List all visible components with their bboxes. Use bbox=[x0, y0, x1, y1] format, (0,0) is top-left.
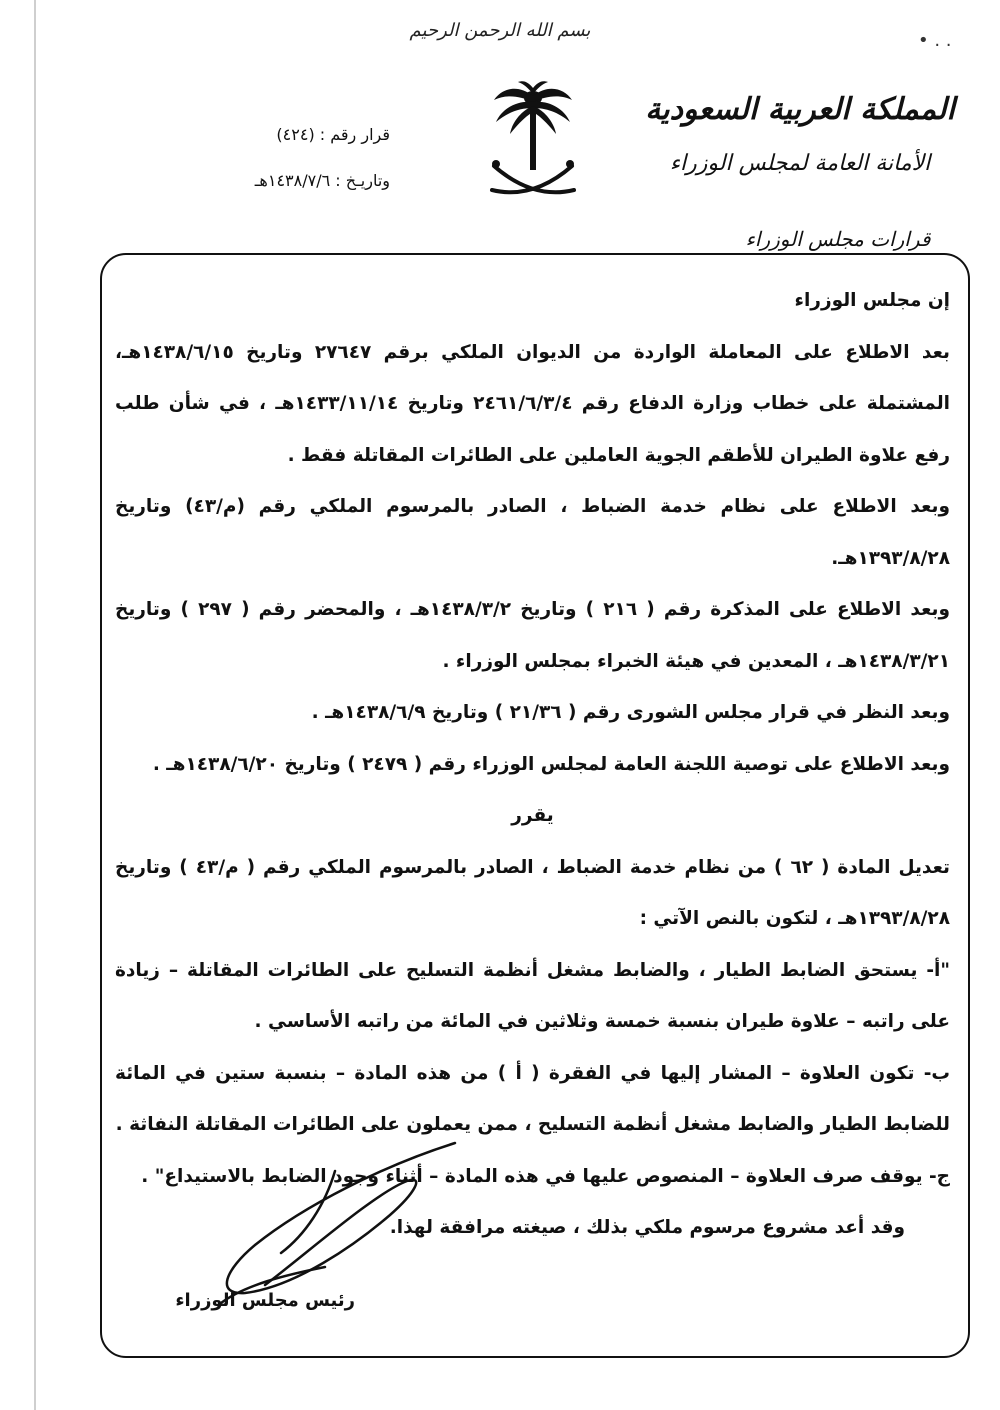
signature-icon bbox=[185, 1135, 465, 1315]
preamble-paragraph: وبعد الاطلاع على نظام خدمة الضباط ، الصادر بالمرسوم الملكي رقم (م/٤٣) وتاريخ ١٣٩٣/٨/٢٨هـ. bbox=[115, 496, 950, 569]
preamble-paragraph: وبعد الاطلاع على المذكرة رقم ( ٢١٦ ) وتاريخ ١٤٣٨/٣/٢هـ ، والمحضر رقم ( ٢٩٧ ) وتاريخ ١٤٣٨/٣/٢١هـ ، المعدين في هيئة الخبراء بمجلس الوزراء . bbox=[115, 599, 950, 672]
closing-paragraph: وقد أعد مشروع مرسوم ملكي بذلك ، صيغته مرافقة لهذا. bbox=[389, 1217, 905, 1238]
signer-title: رئيس مجلس الوزراء bbox=[175, 1290, 355, 1311]
preamble-paragraph: وبعد الاطلاع على توصية اللجنة العامة لمجلس الوزراء رقم ( ٢٤٧٩ ) وتاريخ ١٤٣٨/٦/٢٠هـ . bbox=[152, 753, 950, 775]
section-title: قرارات مجلس الوزراء bbox=[735, 227, 941, 251]
decision-body bbox=[115, 275, 950, 1254]
saudi-emblem-icon bbox=[488, 78, 578, 208]
decides-heading: يقرر bbox=[511, 805, 554, 826]
preamble-paragraph: بعد الاطلاع على المعاملة الواردة من الديوان الملكي برقم ٢٧٦٤٧ وتاريخ ١٤٣٨/٦/١٥هـ، المشتملة على خطاب وزارة الدفاع رقم ٢٤٦١/٦/٣/٤ وتاريخ ١٤٣٣/١١/١٤هـ ، في شأن طلب رفع علاوة الطيران للأطقم الجوية العاملين على الطائرات المقاتلة فقط . bbox=[115, 341, 950, 466]
basmala: بسم الله الرحمن الرحيم bbox=[409, 20, 591, 41]
issuer-block bbox=[640, 88, 960, 186]
clause-paragraph: "أ- يستحق الضابط الطيار ، والضابط مشغل أنظمة التسليح على الطائرات المقاتلة – زيادة على راتبه – علاوة طيران بنسبة خمسة وثلاثين في المائة من راتبه الأساسي . bbox=[115, 959, 950, 1032]
scan-specks: • . . bbox=[918, 30, 952, 51]
decision-number: قرار رقم : (٤٢٤) bbox=[276, 125, 390, 144]
decision-date: وتاريـخ : ١٤٣٨/٧/٦هـ bbox=[254, 171, 390, 190]
scan-edge-line bbox=[34, 0, 36, 1410]
amendment-paragraph: تعديل المادة ( ٦٢ ) من نظام خدمة الضباط ، الصادر بالمرسوم الملكي رقم ( م/٤٣ ) وتاريخ ١٣٩٣/٨/٢٨هـ ، لتكون بالنص الآتي : bbox=[115, 856, 950, 929]
clause-paragraph: ج- يوقف صرف العلاوة – المنصوص عليها في هذه المادة – أثناء وجود الضابط بالاستيداع" . bbox=[141, 1165, 950, 1187]
opening-line: إن مجلس الوزراء bbox=[794, 290, 950, 311]
reference-block bbox=[170, 112, 390, 204]
preamble-paragraph: وبعد النظر في قرار مجلس الشورى رقم ( ٢١/٣٦ ) وتاريخ ١٤٣٨/٦/٩هـ . bbox=[311, 702, 950, 723]
kingdom-title: المملكة العربية السعودية bbox=[645, 92, 955, 127]
clause-paragraph: ب- تكون العلاوة – المشار إليها في الفقرة ( أ ) من هذه المادة – بنسبة ستين في المائة للضابط الطيار والضابط مشغل أنظمة التسليح ، ممن يعملون على الطائرات المقاتلة النفاثة . bbox=[115, 1062, 950, 1135]
secretariat-title: الأمانة العامة لمجلس الوزراء bbox=[669, 151, 931, 176]
